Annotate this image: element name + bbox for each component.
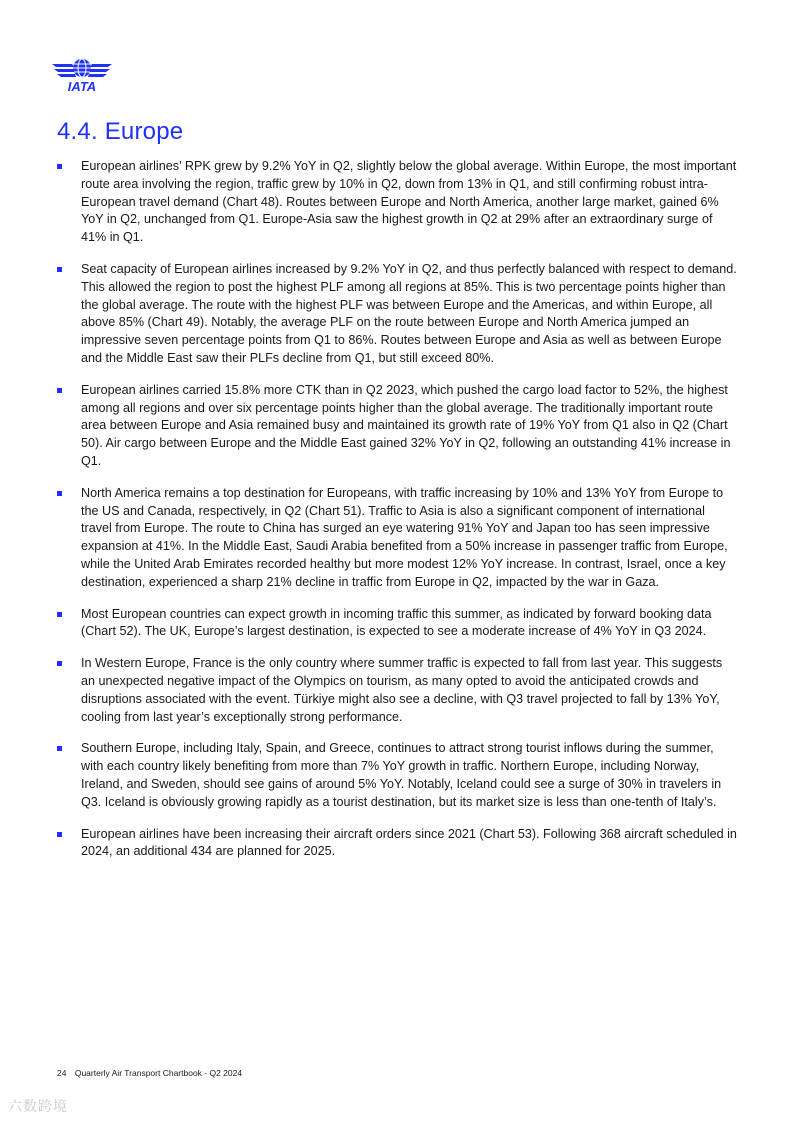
list-item	[57, 485, 739, 592]
bullet-list	[57, 158, 739, 875]
bullet-square-icon	[57, 832, 62, 837]
list-item	[57, 655, 739, 726]
bullet-square-icon	[57, 612, 62, 617]
list-item	[57, 826, 739, 862]
bullet-text: European airlines’ RPK grew by 9.2% YoY in Q2, slightly below the global average. Within Europe, the most important route area involving the region, traffic grew by 10% in Q2, down from 13% in Q1, and still confirming robust intra-European travel demand (Chart 48). Routes between Europe and North America, another large market, gained 6% YoY in Q2, unchanged from Q1. Europe-Asia saw the highest growth in Q2 at 29% after an extraordinary surge of 41% in Q1.	[81, 159, 737, 245]
bullet-square-icon	[57, 164, 62, 169]
footer-title: Quarterly Air Transport Chartbook - Q2 2024	[74, 1068, 243, 1078]
bullet-square-icon	[57, 267, 62, 272]
bullet-text: Seat capacity of European airlines increased by 9.2% YoY in Q2, and thus perfectly balanced with respect to demand. This allowed the region to post the highest PLF among all regions at 85%. This is two percentage points higher than the global average. The route with the highest PLF was between Europe and the Americas, and within Europe, all above 85% (Chart 49). Notably, the average PLF on the route between Europe and North America jumped an impressive seven percentage points from Q1 to 86%. Routes between Europe and Asia as well as between Europe and the Middle East saw their PLFs decline from Q1, but still exceed 80%.	[81, 261, 737, 365]
bullet-text: North America remains a top destination for Europeans, with traffic increasing by 10% and 13% YoY from Europe to the US and Canada, respectively, in Q2 (Chart 51). Traffic to Asia is also a significant component of international travel from Europe. The route to China has surged an eye watering 91% YoY and Japan too has seen impressive expansion at 41%. In the Middle East, Saudi Arabia benefited from a 50% increase in passenger traffic from Europe, while the United Arab Emirates recorded healthy but more modest 12% YoY increase. In contrast, Israel, once a key destination, experienced a sharp 21% decline in traffic from Europe in Q2, impacted by the war in Gaza.	[81, 485, 728, 589]
list-item	[57, 606, 739, 642]
bullet-square-icon	[57, 746, 62, 751]
page-number: 24	[57, 1068, 67, 1078]
list-item	[57, 158, 739, 247]
bullet-text: European airlines carried 15.8% more CTK than in Q2 2023, which pushed the cargo load factor to 52%, the highest among all regions and over six percentage points higher than the global average. The traditionally important route area between Europe and Asia remained busy and maintained its growth rate of 19% YoY from Q1 also in Q2 (Chart 50). Air cargo between Europe and the Middle East gained 32% YoY in Q2, following an outstanding 41% increase in Q1.	[81, 382, 731, 468]
svg-text:IATA: IATA	[67, 79, 97, 94]
bullet-text: Southern Europe, including Italy, Spain, and Greece, continues to attract strong tourist inflows during the summer, with each country likely benefiting from more than 7% YoY growth in traffic. Northern Europe, including Norway, Ireland, and Sweden, should see gains of around 5% YoY. Notably, Iceland could see a surge of 30% in travelers in Q3. Iceland is obviously growing rapidly as a tourist destination, but its market size is less than one-tenth of Italy’s.	[81, 741, 722, 809]
list-item	[57, 382, 739, 471]
bullet-text: European airlines have been increasing their aircraft orders since 2021 (Chart 53). Following 368 aircraft scheduled in 2024, an additional 434 are planned for 2025.	[81, 826, 737, 859]
bullet-square-icon	[57, 491, 62, 496]
bullet-text: In Western Europe, France is the only country where summer traffic is expected to fall from last year. This suggests an unexpected negative impact of the Olympics on tourism, as many opted to avoid the anticipated crowds and disruptions associated with the event. Türkiye might also see a decline, with Q3 travel projected to fall by 13% YoY, cooling from last year’s exceptionally strong performance.	[81, 656, 723, 724]
bullet-text: Most European countries can expect growth in incoming traffic this summer, as indicated by forward booking data (Chart 52). The UK, Europe’s largest destination, is expected to see a moderate increase of 4% YoY in Q3 2024.	[81, 606, 712, 639]
list-item	[57, 740, 739, 811]
bullet-square-icon	[57, 388, 62, 393]
iata-logo	[50, 56, 114, 94]
iata-globe-icon	[50, 56, 114, 94]
watermark: 六数跨境	[8, 1098, 68, 1114]
bullet-square-icon	[57, 661, 62, 666]
page-footer	[57, 1068, 248, 1078]
section-title: 4.4. Europe	[57, 118, 184, 145]
list-item	[57, 261, 739, 368]
